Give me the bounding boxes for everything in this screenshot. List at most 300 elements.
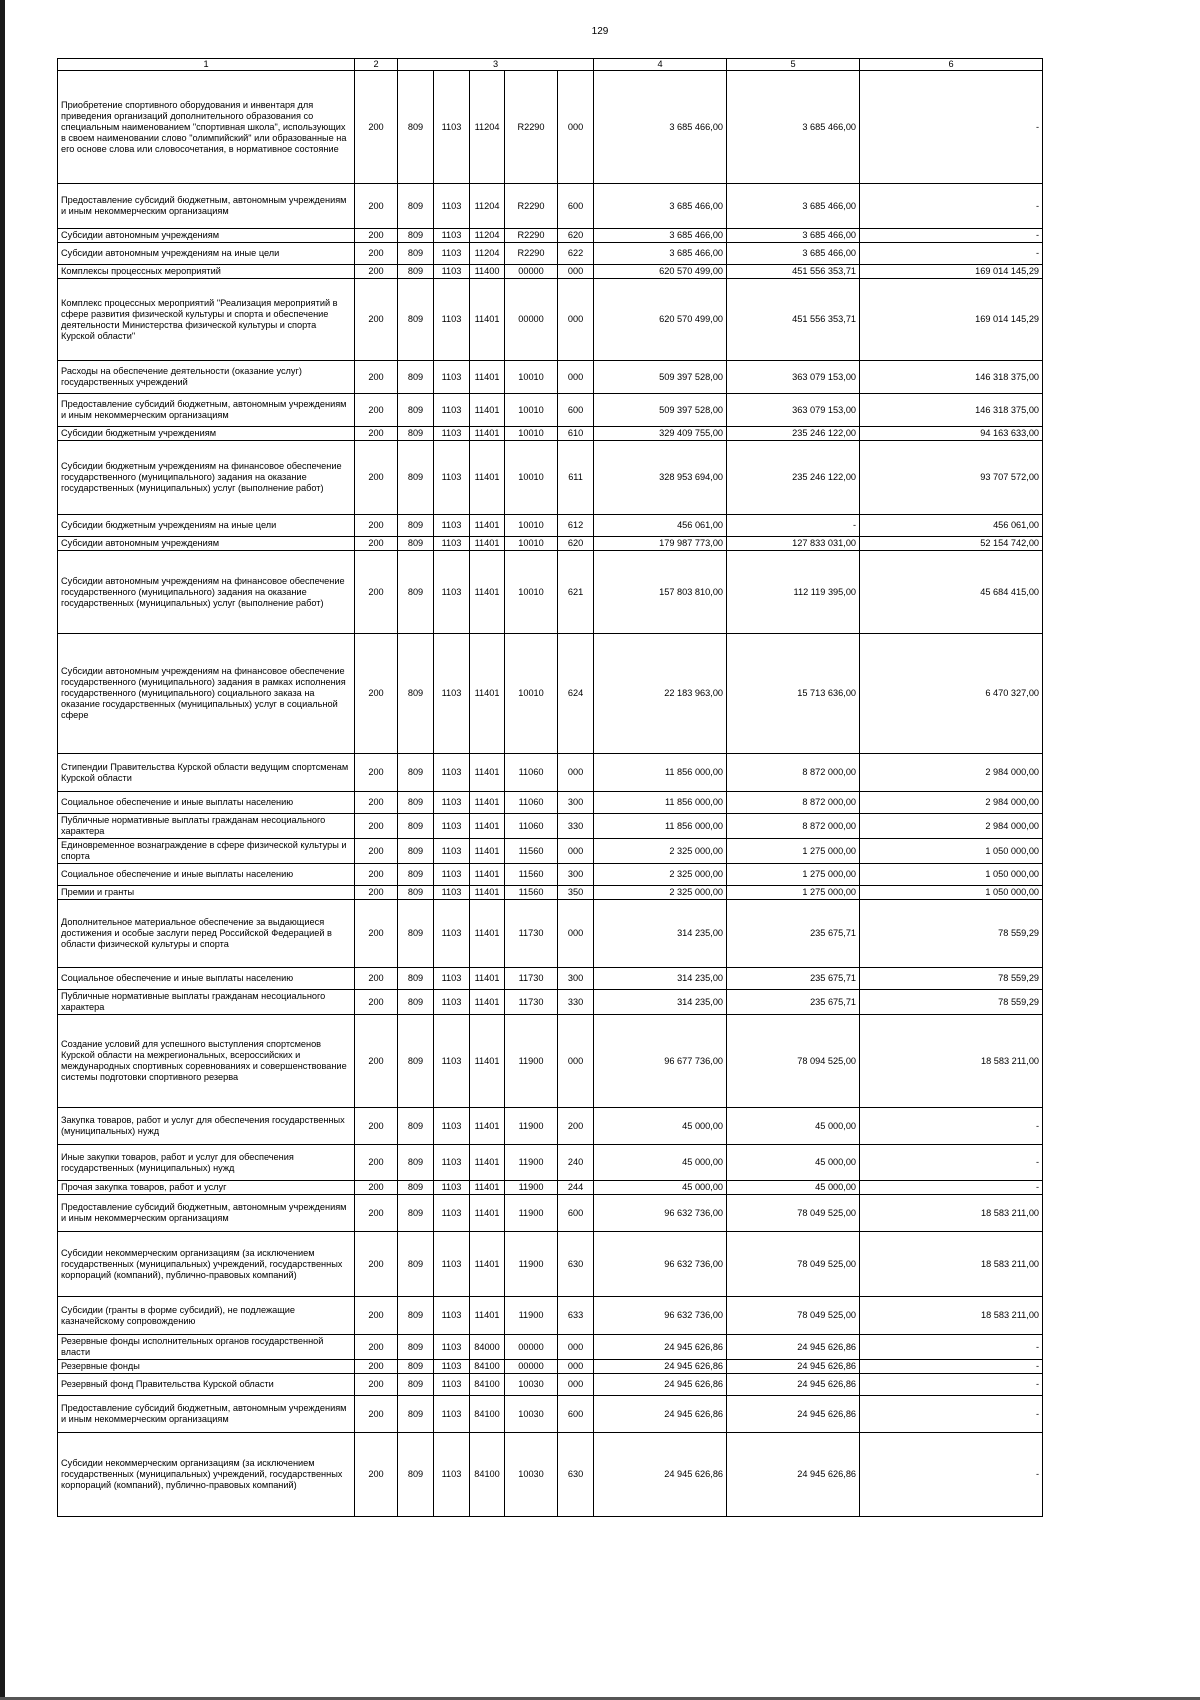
col3-code-a: 809 (398, 864, 434, 886)
col3-code-a: 809 (398, 1433, 434, 1517)
table-row (58, 1360, 1043, 1374)
row-name: Социальное обеспечение и иные выплаты населению (58, 968, 355, 990)
col3-code-b: 1103 (434, 1433, 470, 1517)
col3-code-e: 200 (558, 1108, 594, 1145)
col4-amount: 3 685 466,00 (594, 71, 727, 184)
col3-code-e: 621 (558, 551, 594, 634)
row-name: Расходы на обеспечение деятельности (оказание услуг) государственных учреждений (58, 361, 355, 394)
col3-code-d: 11730 (505, 900, 558, 968)
col2-code: 200 (355, 551, 398, 634)
col3-code-a: 809 (398, 441, 434, 515)
header-col-3: 3 (398, 59, 594, 71)
col3-code-e: 620 (558, 229, 594, 243)
table-row (58, 515, 1043, 537)
col3-code-a: 809 (398, 243, 434, 265)
col6-amount: 1 050 000,00 (860, 864, 1043, 886)
col2-code: 200 (355, 1015, 398, 1108)
col3-code-a: 809 (398, 1181, 434, 1195)
col3-code-b: 1103 (434, 551, 470, 634)
col3-code-d: 10010 (505, 394, 558, 427)
col3-code-c: 84100 (470, 1374, 505, 1396)
col6-amount: 146 318 375,00 (860, 394, 1043, 427)
col3-code-c: 11401 (470, 1195, 505, 1232)
table-row (58, 279, 1043, 361)
header-col-6: 6 (860, 59, 1043, 71)
col3-code-d: 10030 (505, 1433, 558, 1517)
col3-code-d: 00000 (505, 1360, 558, 1374)
col3-code-b: 1103 (434, 968, 470, 990)
col4-amount: 3 685 466,00 (594, 229, 727, 243)
col3-code-a: 809 (398, 427, 434, 441)
col3-code-c: 11401 (470, 515, 505, 537)
col6-amount: 78 559,29 (860, 900, 1043, 968)
col2-code: 200 (355, 394, 398, 427)
col6-amount: - (860, 229, 1043, 243)
page-number: 129 (591, 26, 609, 37)
col3-code-e: 000 (558, 361, 594, 394)
table-row (58, 537, 1043, 551)
col3-code-e: 610 (558, 427, 594, 441)
col3-code-a: 809 (398, 361, 434, 394)
col4-amount: 24 945 626,86 (594, 1335, 727, 1360)
col5-amount: 78 049 525,00 (727, 1297, 860, 1335)
col6-amount: 169 014 145,29 (860, 279, 1043, 361)
col3-code-d: R2290 (505, 71, 558, 184)
col4-amount: 2 325 000,00 (594, 864, 727, 886)
col5-amount: 127 833 031,00 (727, 537, 860, 551)
col5-amount: 235 246 122,00 (727, 441, 860, 515)
col2-code: 200 (355, 229, 398, 243)
col4-amount: 157 803 810,00 (594, 551, 727, 634)
col2-code: 200 (355, 754, 398, 792)
table-row (58, 1015, 1043, 1108)
col3-code-e: 000 (558, 1374, 594, 1396)
col3-code-e: 600 (558, 184, 594, 229)
col3-code-a: 809 (398, 1232, 434, 1297)
col3-code-b: 1103 (434, 1195, 470, 1232)
col2-code: 200 (355, 886, 398, 900)
col3-code-d: 10010 (505, 551, 558, 634)
col4-amount: 96 632 736,00 (594, 1232, 727, 1297)
row-name: Субсидии (гранты в форме субсидий), не подлежащие казначейскому сопровождению (58, 1297, 355, 1335)
col3-code-b: 1103 (434, 1335, 470, 1360)
col4-amount: 24 945 626,86 (594, 1396, 727, 1433)
col2-code: 200 (355, 864, 398, 886)
col2-code: 200 (355, 71, 398, 184)
col5-amount: 1 275 000,00 (727, 886, 860, 900)
col5-amount: 3 685 466,00 (727, 229, 860, 243)
col5-amount: 8 872 000,00 (727, 792, 860, 814)
col3-code-a: 809 (398, 839, 434, 864)
col4-amount: 11 856 000,00 (594, 754, 727, 792)
col3-code-b: 1103 (434, 279, 470, 361)
col3-code-a: 809 (398, 754, 434, 792)
col5-amount: 3 685 466,00 (727, 184, 860, 229)
table-row (58, 634, 1043, 754)
table-row (58, 990, 1043, 1015)
table-row (58, 441, 1043, 515)
row-name: Субсидии бюджетным учреждениям (58, 427, 355, 441)
row-name: Социальное обеспечение и иные выплаты населению (58, 792, 355, 814)
col3-code-d: 10030 (505, 1374, 558, 1396)
col3-code-e: 622 (558, 243, 594, 265)
col3-code-b: 1103 (434, 243, 470, 265)
col5-amount: 3 685 466,00 (727, 243, 860, 265)
col3-code-d: 00000 (505, 279, 558, 361)
col5-amount: 24 945 626,86 (727, 1433, 860, 1517)
col5-amount: 8 872 000,00 (727, 754, 860, 792)
col2-code: 200 (355, 265, 398, 279)
col4-amount: 2 325 000,00 (594, 839, 727, 864)
col3-code-e: 000 (558, 754, 594, 792)
row-name: Субсидии автономным учреждениям (58, 229, 355, 243)
row-name: Субсидии бюджетным учреждениям на финансовое обеспечение государственного (муниципального) задания на оказание государственных (муниципальных) услуг (выполнение работ) (58, 441, 355, 515)
col6-amount: 78 559,29 (860, 968, 1043, 990)
col3-code-c: 11401 (470, 1232, 505, 1297)
col2-code: 200 (355, 814, 398, 839)
col3-code-a: 809 (398, 1108, 434, 1145)
col2-code: 200 (355, 1374, 398, 1396)
col4-amount: 45 000,00 (594, 1145, 727, 1181)
col6-amount: 2 984 000,00 (860, 792, 1043, 814)
row-name: Прочая закупка товаров, работ и услуг (58, 1181, 355, 1195)
table-row (58, 792, 1043, 814)
col3-code-d: 11060 (505, 792, 558, 814)
table-row (58, 243, 1043, 265)
col3-code-a: 809 (398, 71, 434, 184)
col5-amount: 363 079 153,00 (727, 361, 860, 394)
col4-amount: 2 325 000,00 (594, 886, 727, 900)
col4-amount: 328 953 694,00 (594, 441, 727, 515)
row-name: Резервный фонд Правительства Курской области (58, 1374, 355, 1396)
col5-amount: 235 675,71 (727, 990, 860, 1015)
col3-code-b: 1103 (434, 634, 470, 754)
col3-code-b: 1103 (434, 990, 470, 1015)
col3-code-b: 1103 (434, 1297, 470, 1335)
col2-code: 200 (355, 900, 398, 968)
col3-code-c: 11401 (470, 427, 505, 441)
col3-code-e: 612 (558, 515, 594, 537)
col3-code-a: 809 (398, 900, 434, 968)
col3-code-c: 11401 (470, 1108, 505, 1145)
col3-code-a: 809 (398, 394, 434, 427)
col3-code-a: 809 (398, 1145, 434, 1181)
col3-code-b: 1103 (434, 537, 470, 551)
col6-amount: - (860, 1145, 1043, 1181)
table-row (58, 427, 1043, 441)
col4-amount: 314 235,00 (594, 968, 727, 990)
col4-amount: 45 000,00 (594, 1181, 727, 1195)
col3-code-c: 11401 (470, 1145, 505, 1181)
col6-amount: 78 559,29 (860, 990, 1043, 1015)
col3-code-a: 809 (398, 1396, 434, 1433)
col6-amount: - (860, 1396, 1043, 1433)
row-name: Приобретение спортивного оборудования и инвентаря для приведения организаций дополнительного образования со специальным наименованием "спортивная школа", использующих в своем наименовании слово "олимпийский" или образованные на его основе слова или словосочетания, в нормативное состояние (58, 71, 355, 184)
budget-table (57, 58, 1043, 1517)
col2-code: 200 (355, 1108, 398, 1145)
col3-code-d: 10010 (505, 537, 558, 551)
col3-code-b: 1103 (434, 265, 470, 279)
col6-amount: - (860, 1181, 1043, 1195)
col5-amount: 451 556 353,71 (727, 279, 860, 361)
col3-code-a: 809 (398, 537, 434, 551)
col3-code-c: 11401 (470, 1181, 505, 1195)
col3-code-c: 11401 (470, 864, 505, 886)
col6-amount: - (860, 1433, 1043, 1517)
col3-code-c: 11401 (470, 839, 505, 864)
row-name: Закупка товаров, работ и услуг для обеспечения государственных (муниципальных) нужд (58, 1108, 355, 1145)
col3-code-b: 1103 (434, 361, 470, 394)
col3-code-c: 11401 (470, 537, 505, 551)
table-row (58, 1232, 1043, 1297)
table-row (58, 1297, 1043, 1335)
header-col-5: 5 (727, 59, 860, 71)
col6-amount: 18 583 211,00 (860, 1232, 1043, 1297)
col3-code-a: 809 (398, 886, 434, 900)
col3-code-d: 11560 (505, 839, 558, 864)
col3-code-d: 11900 (505, 1297, 558, 1335)
col3-code-c: 11401 (470, 551, 505, 634)
col4-amount: 329 409 755,00 (594, 427, 727, 441)
row-name: Создание условий для успешного выступления спортсменов Курской области на межрегиональных, всероссийских и международных спортивных соревнованиях и совершенствование системы подготовки спортивного резерва (58, 1015, 355, 1108)
col3-code-e: 600 (558, 1195, 594, 1232)
col3-code-b: 1103 (434, 900, 470, 968)
col5-amount: 3 685 466,00 (727, 71, 860, 184)
col6-amount: - (860, 1335, 1043, 1360)
col3-code-c: 84000 (470, 1335, 505, 1360)
col2-code: 200 (355, 968, 398, 990)
col3-code-e: 350 (558, 886, 594, 900)
col4-amount: 3 685 466,00 (594, 184, 727, 229)
col3-code-e: 000 (558, 265, 594, 279)
col6-amount: 1 050 000,00 (860, 839, 1043, 864)
col3-code-e: 330 (558, 814, 594, 839)
col5-amount: 8 872 000,00 (727, 814, 860, 839)
col3-code-a: 809 (398, 184, 434, 229)
col3-code-a: 809 (398, 229, 434, 243)
col3-code-d: 11730 (505, 968, 558, 990)
col6-amount: 45 684 415,00 (860, 551, 1043, 634)
col6-amount: 94 163 633,00 (860, 427, 1043, 441)
col3-code-a: 809 (398, 1360, 434, 1374)
col5-amount: 24 945 626,86 (727, 1360, 860, 1374)
col3-code-c: 84100 (470, 1433, 505, 1517)
col6-amount: 52 154 742,00 (860, 537, 1043, 551)
col3-code-c: 11401 (470, 1297, 505, 1335)
col3-code-c: 11401 (470, 394, 505, 427)
col6-amount: - (860, 1360, 1043, 1374)
col3-code-e: 000 (558, 839, 594, 864)
col3-code-e: 000 (558, 1360, 594, 1374)
col2-code: 200 (355, 1335, 398, 1360)
col2-code: 200 (355, 990, 398, 1015)
table-row (58, 968, 1043, 990)
col3-code-b: 1103 (434, 814, 470, 839)
col2-code: 200 (355, 1232, 398, 1297)
col6-amount: - (860, 1374, 1043, 1396)
row-name: Публичные нормативные выплаты гражданам несоциального характера (58, 814, 355, 839)
col3-code-b: 1103 (434, 71, 470, 184)
col3-code-d: 11060 (505, 754, 558, 792)
col2-code: 200 (355, 1181, 398, 1195)
col3-code-b: 1103 (434, 886, 470, 900)
col3-code-b: 1103 (434, 184, 470, 229)
col5-amount: 1 275 000,00 (727, 839, 860, 864)
row-name: Субсидии автономным учреждениям на иные цели (58, 243, 355, 265)
row-name: Комплексы процессных мероприятий (58, 265, 355, 279)
row-name: Предоставление субсидий бюджетным, автономным учреждениям и иным некоммерческим организациям (58, 394, 355, 427)
table-row (58, 814, 1043, 839)
table-row (58, 900, 1043, 968)
col2-code: 200 (355, 1145, 398, 1181)
col2-code: 200 (355, 441, 398, 515)
col3-code-e: 000 (558, 1335, 594, 1360)
col3-code-d: 10010 (505, 634, 558, 754)
table-row (58, 184, 1043, 229)
col3-code-d: 11900 (505, 1232, 558, 1297)
col2-code: 200 (355, 839, 398, 864)
col3-code-e: 000 (558, 279, 594, 361)
row-name: Единовременное вознаграждение в сфере физической культуры и спорта (58, 839, 355, 864)
col3-code-e: 000 (558, 900, 594, 968)
col3-code-b: 1103 (434, 1374, 470, 1396)
col6-amount: - (860, 1108, 1043, 1145)
col3-code-c: 11401 (470, 792, 505, 814)
col3-code-b: 1103 (434, 1181, 470, 1195)
col3-code-c: 11401 (470, 968, 505, 990)
row-name: Предоставление субсидий бюджетным, автономным учреждениям и иным некоммерческим организациям (58, 1396, 355, 1433)
col3-code-e: 000 (558, 1015, 594, 1108)
col5-amount: 24 945 626,86 (727, 1335, 860, 1360)
col6-amount: 6 470 327,00 (860, 634, 1043, 754)
row-name: Субсидии автономным учреждениям на финансовое обеспечение государственного (муниципального) задания на оказание государственных (муниципальных) услуг (выполнение работ) (58, 551, 355, 634)
col5-amount: 235 246 122,00 (727, 427, 860, 441)
col2-code: 200 (355, 537, 398, 551)
row-name: Резервные фонды исполнительных органов государственной власти (58, 1335, 355, 1360)
row-name: Субсидии некоммерческим организациям (за исключением государственных (муниципальных) учреждений, государственных корпораций (компаний), публично-правовых компаний) (58, 1433, 355, 1517)
col3-code-b: 1103 (434, 1015, 470, 1108)
col3-code-d: R2290 (505, 243, 558, 265)
col4-amount: 314 235,00 (594, 990, 727, 1015)
col3-code-d: R2290 (505, 184, 558, 229)
row-name: Предоставление субсидий бюджетным, автономным учреждениям и иным некоммерческим организациям (58, 184, 355, 229)
col3-code-e: 000 (558, 71, 594, 184)
col3-code-e: 300 (558, 792, 594, 814)
col3-code-d: 11730 (505, 990, 558, 1015)
col3-code-c: 84100 (470, 1396, 505, 1433)
col2-code: 200 (355, 243, 398, 265)
table-row (58, 265, 1043, 279)
col5-amount: 112 119 395,00 (727, 551, 860, 634)
col3-code-b: 1103 (434, 1232, 470, 1297)
col6-amount: 2 984 000,00 (860, 814, 1043, 839)
col3-code-d: 10030 (505, 1396, 558, 1433)
col3-code-e: 600 (558, 394, 594, 427)
row-name: Дополнительное материальное обеспечение за выдающиеся достижения и особые заслуги перед Российской Федерацией в области физической культуры и спорта (58, 900, 355, 968)
col3-code-d: 00000 (505, 265, 558, 279)
row-name: Субсидии автономным учреждениям на финансовое обеспечение государственного (муниципального) задания в рамках исполнения государственного (муниципального) социального заказа на оказание государственных (муниципальных) услуг в социальной сфере (58, 634, 355, 754)
col2-code: 200 (355, 279, 398, 361)
col3-code-b: 1103 (434, 864, 470, 886)
col5-amount: 45 000,00 (727, 1181, 860, 1195)
col3-code-e: 630 (558, 1433, 594, 1517)
col2-code: 200 (355, 1195, 398, 1232)
col3-code-a: 809 (398, 1195, 434, 1232)
col2-code: 200 (355, 515, 398, 537)
row-name: Стипендии Правительства Курской области ведущим спортсменам Курской области (58, 754, 355, 792)
col3-code-c: 11401 (470, 441, 505, 515)
col3-code-a: 809 (398, 814, 434, 839)
col2-code: 200 (355, 792, 398, 814)
col2-code: 200 (355, 1297, 398, 1335)
col4-amount: 179 987 773,00 (594, 537, 727, 551)
col3-code-e: 600 (558, 1396, 594, 1433)
col2-code: 200 (355, 1433, 398, 1517)
col3-code-e: 611 (558, 441, 594, 515)
header-col-4: 4 (594, 59, 727, 71)
col4-amount: 24 945 626,86 (594, 1374, 727, 1396)
col3-code-c: 11400 (470, 265, 505, 279)
col3-code-e: 244 (558, 1181, 594, 1195)
table-row (58, 1374, 1043, 1396)
col3-code-c: 11401 (470, 1015, 505, 1108)
col3-code-e: 300 (558, 864, 594, 886)
col3-code-d: 11900 (505, 1145, 558, 1181)
col6-amount: 1 050 000,00 (860, 886, 1043, 900)
table-row (58, 839, 1043, 864)
col4-amount: 45 000,00 (594, 1108, 727, 1145)
col5-amount: 24 945 626,86 (727, 1396, 860, 1433)
col3-code-d: 00000 (505, 1335, 558, 1360)
col3-code-c: 11204 (470, 243, 505, 265)
col3-code-d: 10010 (505, 515, 558, 537)
col3-code-b: 1103 (434, 839, 470, 864)
header-col-2: 2 (355, 59, 398, 71)
col4-amount: 24 945 626,86 (594, 1360, 727, 1374)
col3-code-c: 11401 (470, 754, 505, 792)
col3-code-a: 809 (398, 279, 434, 361)
col3-code-c: 84100 (470, 1360, 505, 1374)
table-row (58, 1145, 1043, 1181)
col2-code: 200 (355, 361, 398, 394)
col4-amount: 620 570 499,00 (594, 265, 727, 279)
row-name: Предоставление субсидий бюджетным, автономным учреждениям и иным некоммерческим организациям (58, 1195, 355, 1232)
col3-code-d: 10010 (505, 361, 558, 394)
col6-amount: 18 583 211,00 (860, 1015, 1043, 1108)
table-row (58, 886, 1043, 900)
col4-amount: 96 632 736,00 (594, 1297, 727, 1335)
col3-code-a: 809 (398, 792, 434, 814)
col5-amount: 24 945 626,86 (727, 1374, 860, 1396)
col3-code-a: 809 (398, 551, 434, 634)
table-row (58, 1108, 1043, 1145)
col3-code-e: 330 (558, 990, 594, 1015)
col3-code-d: 11900 (505, 1195, 558, 1232)
col3-code-c: 11401 (470, 361, 505, 394)
col2-code: 200 (355, 427, 398, 441)
col3-code-b: 1103 (434, 1396, 470, 1433)
table-row (58, 1335, 1043, 1360)
header-col-1: 1 (58, 59, 355, 71)
row-name: Резервные фонды (58, 1360, 355, 1374)
col3-code-d: 11900 (505, 1108, 558, 1145)
col3-code-b: 1103 (434, 792, 470, 814)
row-name: Иные закупки товаров, работ и услуг для обеспечения государственных (муниципальных) нужд (58, 1145, 355, 1181)
col3-code-c: 11204 (470, 184, 505, 229)
col3-code-e: 240 (558, 1145, 594, 1181)
col5-amount: 78 094 525,00 (727, 1015, 860, 1108)
col5-amount: 78 049 525,00 (727, 1195, 860, 1232)
